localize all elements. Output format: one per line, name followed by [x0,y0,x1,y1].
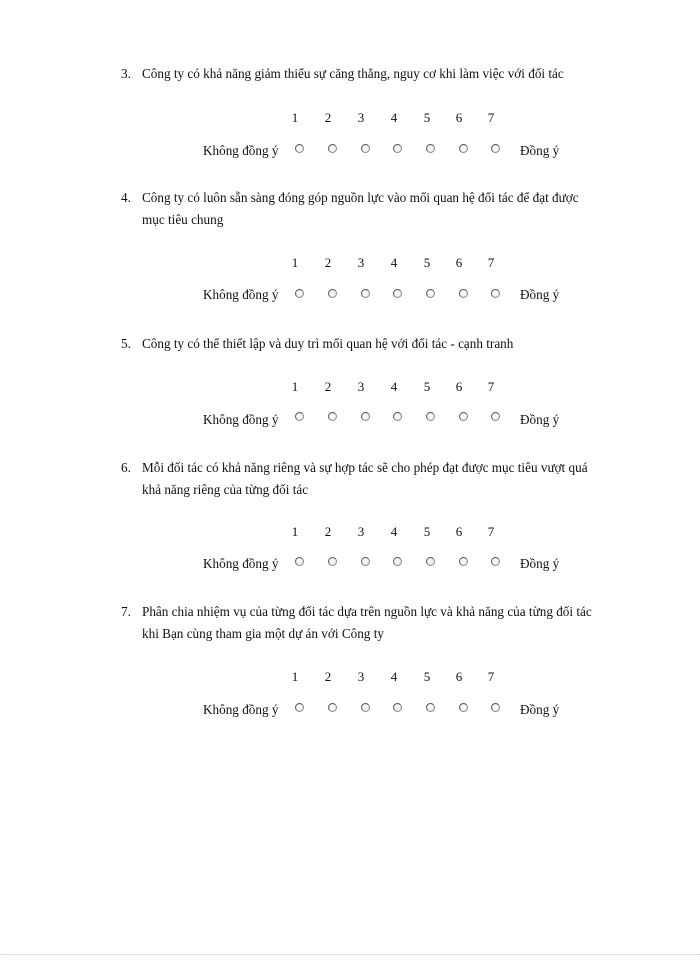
likert-scale [0,524,700,584]
scale-number-6: 6 [455,110,463,125]
scale-number-6: 6 [455,524,463,539]
radio-option-7[interactable] [491,289,500,298]
question-text [121,601,633,645]
scale-number-1: 1 [291,524,299,539]
radio-option-4[interactable] [393,703,402,712]
scale-number-4: 4 [390,524,398,539]
radio-option-3[interactable] [361,144,370,153]
radio-option-1[interactable] [295,412,304,421]
scale-left-anchor: Không đồng ý [203,556,279,571]
radio-option-2[interactable] [328,289,337,298]
scale-number-4: 4 [390,379,398,394]
radio-option-6[interactable] [459,144,468,153]
radio-option-1[interactable] [295,144,304,153]
scale-number-1: 1 [291,669,299,684]
radio-option-6[interactable] [459,412,468,421]
scale-number-6: 6 [455,255,463,270]
scale-number-1: 1 [291,110,299,125]
scale-number-2: 2 [324,255,332,270]
question-line: khả năng riêng của từng đối tác [142,482,309,497]
likert-scale [0,255,700,315]
radio-option-7[interactable] [491,703,500,712]
radio-option-3[interactable] [361,557,370,566]
scale-number-7: 7 [487,110,495,125]
scale-number-5: 5 [423,524,431,539]
scale-left-anchor: Không đồng ý [203,287,279,302]
scale-right-anchor: Đồng ý [520,143,560,158]
radio-option-5[interactable] [426,412,435,421]
question-line: Phân chia nhiệm vụ của từng đối tác dựa trên nguồn lực và khả năng của từng đối tác [142,604,592,619]
scale-number-3: 3 [357,110,365,125]
scale-right-anchor: Đồng ý [520,287,560,302]
question-text [121,63,633,85]
radio-option-2[interactable] [328,557,337,566]
likert-scale [0,669,700,729]
scale-right-anchor: Đồng ý [520,412,560,427]
question-line: mục tiêu chung [142,212,224,227]
scale-right-anchor: Đồng ý [520,702,560,717]
radio-option-7[interactable] [491,412,500,421]
scale-number-5: 5 [423,379,431,394]
scale-number-5: 5 [423,669,431,684]
radio-option-5[interactable] [426,289,435,298]
scale-right-anchor: Đồng ý [520,556,560,571]
likert-scale [0,110,700,170]
scale-number-4: 4 [390,110,398,125]
scale-number-4: 4 [390,255,398,270]
question-line: Công ty có thể thiết lập và duy trì mối quan hệ với đối tác - cạnh tranh [142,336,514,351]
radio-option-7[interactable] [491,144,500,153]
radio-option-4[interactable] [393,289,402,298]
question-number: 4. [121,190,131,205]
scale-number-5: 5 [423,110,431,125]
radio-option-6[interactable] [459,557,468,566]
question-line: Công ty có khả năng giảm thiểu sự căng thẳng, nguy cơ khi làm việc với đối tác [142,66,564,81]
scale-number-2: 2 [324,524,332,539]
question-line: Công ty có luôn sẵn sàng đóng góp nguồn lực vào mối quan hệ đối tác để đạt được [142,190,579,205]
question-text [121,187,633,231]
question-text [121,333,633,355]
scale-number-2: 2 [324,379,332,394]
radio-option-2[interactable] [328,703,337,712]
question-number: 5. [121,336,131,351]
radio-option-7[interactable] [491,557,500,566]
scale-number-2: 2 [324,110,332,125]
scale-number-3: 3 [357,524,365,539]
radio-option-1[interactable] [295,703,304,712]
scale-left-anchor: Không đồng ý [203,143,279,158]
scale-number-7: 7 [487,669,495,684]
radio-option-5[interactable] [426,703,435,712]
scale-number-2: 2 [324,669,332,684]
radio-option-1[interactable] [295,289,304,298]
radio-option-6[interactable] [459,289,468,298]
scale-number-1: 1 [291,255,299,270]
likert-scale [0,379,700,439]
scale-number-7: 7 [487,255,495,270]
question-line: khi Bạn cùng tham gia một dự án với Công ty [142,626,384,641]
scale-number-5: 5 [423,255,431,270]
radio-option-6[interactable] [459,703,468,712]
radio-option-4[interactable] [393,412,402,421]
radio-option-3[interactable] [361,289,370,298]
scale-number-4: 4 [390,669,398,684]
radio-option-3[interactable] [361,412,370,421]
radio-option-5[interactable] [426,144,435,153]
question-number: 7. [121,604,131,619]
scale-number-3: 3 [357,669,365,684]
scale-number-6: 6 [455,669,463,684]
radio-option-2[interactable] [328,144,337,153]
question-number: 3. [121,66,131,81]
scale-left-anchor: Không đồng ý [203,702,279,717]
question-text [121,457,633,501]
question-line: Mỗi đối tác có khả năng riêng và sự hợp tác sẽ cho phép đạt được mục tiêu vượt quá [142,460,588,475]
radio-option-4[interactable] [393,557,402,566]
scale-number-1: 1 [291,379,299,394]
scale-number-3: 3 [357,255,365,270]
scale-number-7: 7 [487,524,495,539]
scale-left-anchor: Không đồng ý [203,412,279,427]
radio-option-1[interactable] [295,557,304,566]
page-bottom-divider [0,954,700,955]
scale-number-3: 3 [357,379,365,394]
radio-option-5[interactable] [426,557,435,566]
scale-number-7: 7 [487,379,495,394]
radio-option-3[interactable] [361,703,370,712]
scale-number-6: 6 [455,379,463,394]
radio-option-2[interactable] [328,412,337,421]
question-number: 6. [121,460,131,475]
radio-option-4[interactable] [393,144,402,153]
